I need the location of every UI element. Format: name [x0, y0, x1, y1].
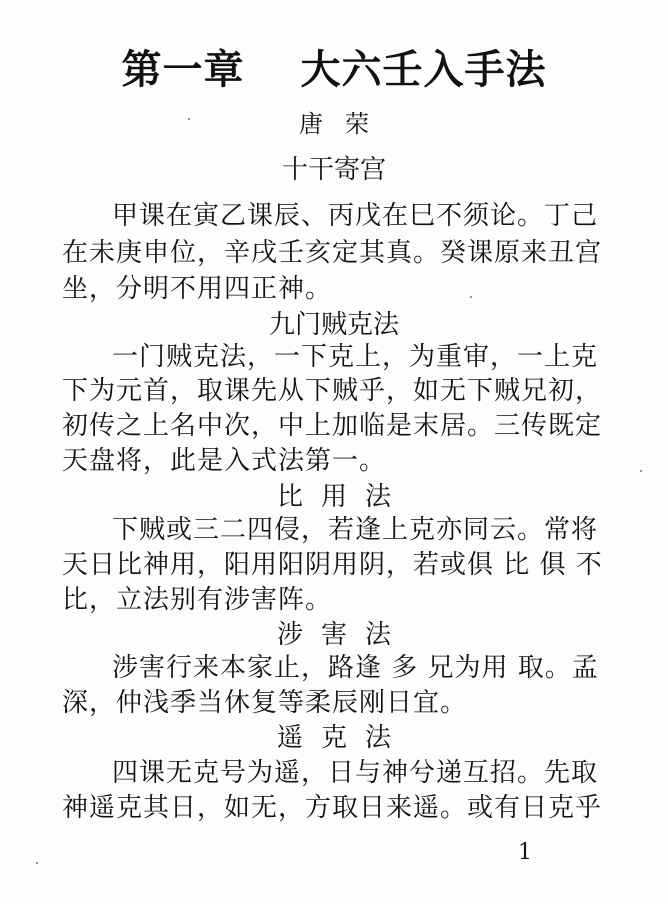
- page-number: 1: [518, 840, 532, 865]
- section-heading: 比用法: [276, 482, 409, 512]
- chapter-title: [0, 46, 668, 93]
- chapter-number: 第一章: [121, 46, 245, 93]
- body-line: 涉害行来本家止，路逢 多 兄为用 取。孟: [112, 653, 599, 683]
- body-line: 坐，分明不用四正神。: [62, 274, 333, 304]
- body-line: 比，立法别有涉害阵。: [62, 585, 333, 615]
- section-heading: 涉害法: [276, 620, 409, 650]
- section-heading: 遥克法: [276, 723, 409, 753]
- section-heading: 九门贼克法: [268, 310, 399, 340]
- chapter-name: 大六壬入手法: [300, 46, 547, 93]
- body-line: 一门贼克法，一下克上，为重审，一上克: [112, 342, 599, 372]
- scan-speck: [640, 470, 642, 472]
- scan-speck: [36, 862, 38, 864]
- body-line: 初传之上名中次，中上加临是末居。三传既定: [62, 411, 603, 441]
- body-line: 天盘将，此是入式法第一。: [62, 446, 387, 476]
- body-line: 天日比神用，阳用阳阴用阴，若或俱 比 俱 不: [62, 550, 603, 580]
- scan-speck: [188, 118, 190, 120]
- section-heading: 十干寄宫: [281, 155, 386, 185]
- author-name: 唐荣: [299, 110, 391, 138]
- body-line: 在未庚申位，辛戌壬亥定其真。癸课原来丑宫: [62, 238, 603, 268]
- body-line: 下为元首，取课先从下贼乎，如无下贼兄初，: [62, 376, 603, 406]
- body-line: 下贼或三二四侵，若逢上克亦同云。常将: [112, 515, 599, 545]
- scan-speck: [470, 296, 472, 298]
- body-line: 神遥克其日，如无，方取日来遥。或有日克乎: [62, 793, 603, 823]
- body-line: 四课无克号为遥，日与神兮递互招。先取: [112, 758, 599, 788]
- body-line: 深，仲浅季当休复等柔辰刚日宜。: [62, 688, 468, 718]
- body-line: 甲课在寅乙课辰、丙戊在巳不须论。丁己: [112, 201, 599, 231]
